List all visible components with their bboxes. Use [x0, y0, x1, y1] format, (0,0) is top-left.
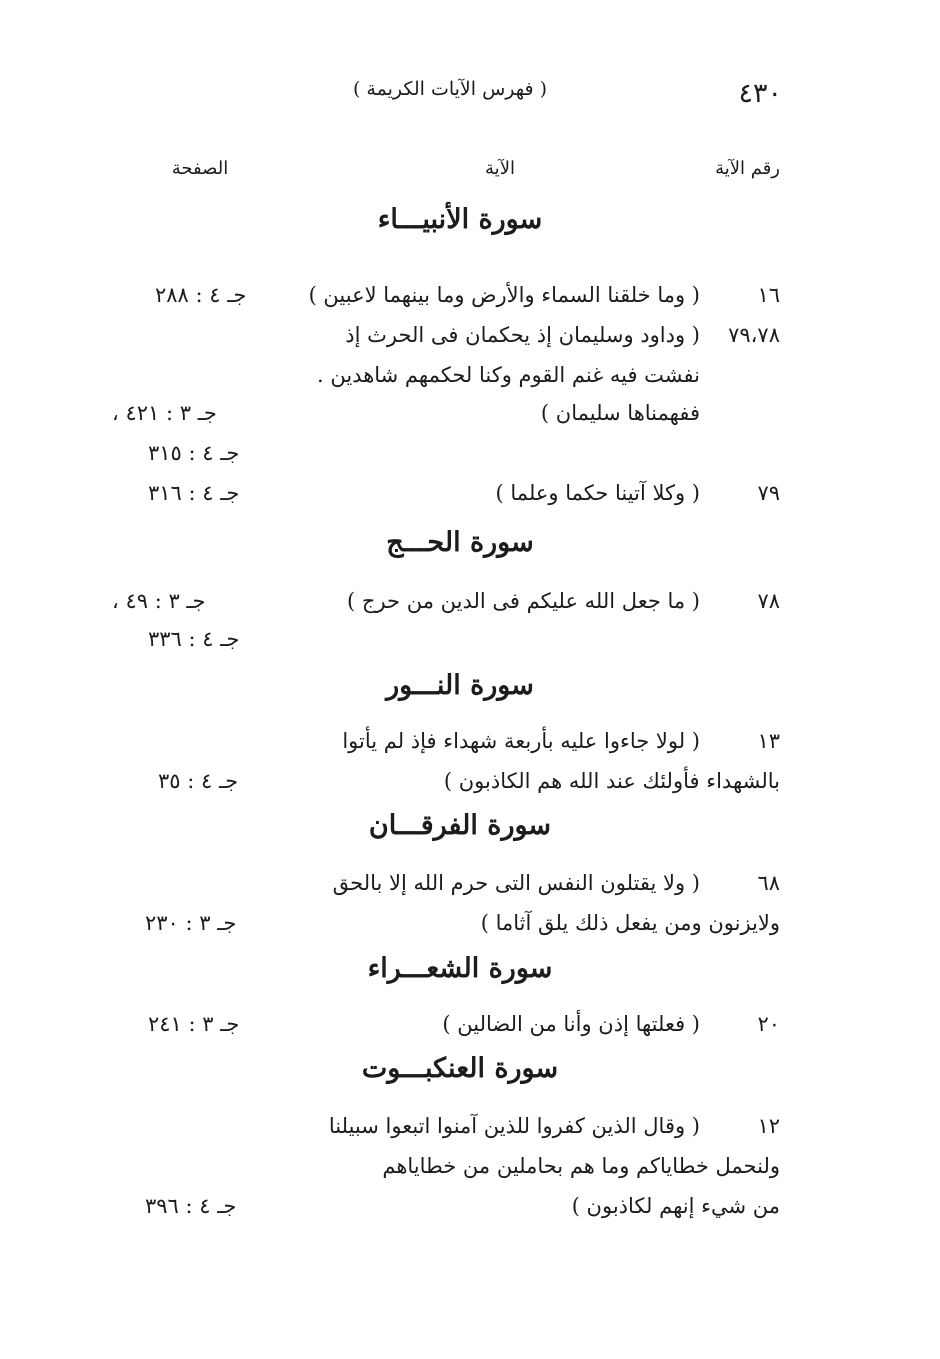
verse-number: ٢٠ [757, 1012, 780, 1036]
page-reference: جـ ٣ : ٢٣٠ [145, 911, 237, 935]
verse-text-line: ( ولا يقتلون النفس التى حرم الله إلا بالحق [332, 871, 700, 895]
verse-text-line: ( وما خلقنا السماء والأرض وما بينهما لاعبين ) [308, 283, 700, 307]
page-reference: جـ ٤ : ٣٩٦ [145, 1194, 237, 1218]
verse-text-line: ( ما جعل الله عليكم فى الدين من حرج ) [347, 589, 700, 613]
page-reference: جـ ٣ : ٤٩ ، [112, 589, 206, 613]
column-heading-verse-number: رقم الآية [715, 158, 780, 179]
verse-text-line: ففهمناها سليمان ) [540, 401, 700, 425]
verse-number: ٧٨ [757, 589, 780, 613]
verse-text-line: ( لولا جاءوا عليه بأربعة شهداء فإذ لم يأتوا [342, 729, 700, 753]
verse-number: ٦٨ [757, 871, 780, 895]
verse-text-line: ( فعلتها إذن وأنا من الضالين ) [442, 1012, 700, 1036]
surah-title: سورة النـــور [386, 670, 534, 701]
verse-number: ١٦ [757, 283, 780, 307]
column-heading-page: الصفحة [171, 158, 229, 179]
page-reference: جـ ٤ : ٣١٥ [148, 441, 240, 465]
running-head: ( فهرس الآيات الكريمة ) [352, 78, 548, 100]
verse-text-line: بالشهداء فأولئك عند الله هم الكاذبون ) [443, 769, 780, 793]
verse-text-line: نفشت فيه غنم القوم وكنا لحكمهم شاهدين . [316, 363, 700, 387]
verse-number: ٧٩،٧٨ [728, 323, 780, 347]
verse-text-line: ولايزنون ومن يفعل ذلك يلق آثاما ) [480, 911, 780, 935]
page-reference: جـ ٤ : ٣١٦ [148, 481, 240, 505]
verse-number: ١٢ [757, 1114, 780, 1138]
surah-title: سورة الأنبيـــاء [377, 204, 543, 235]
page-reference: جـ ٣ : ٤٢١ ، [112, 401, 217, 425]
surah-title: سورة الحـــج [386, 527, 534, 558]
verse-text-line: ( وقال الذين كفروا للذين آمنوا اتبعوا سبيلنا [328, 1114, 700, 1138]
surah-title: سورة الفرقـــان [368, 810, 552, 841]
column-heading-verse: الآية [485, 158, 515, 179]
verse-text-line: ولنحمل خطاياكم وما هم بحاملين من خطاياهم [382, 1154, 780, 1178]
page-reference: جـ ٣ : ٢٤١ [148, 1012, 240, 1036]
verse-text-line: من شيء إنهم لكاذبون ) [571, 1194, 780, 1218]
surah-title: سورة العنكبـــوت [361, 1053, 559, 1084]
page-reference: جـ ٤ : ٣٣٦ [148, 627, 240, 651]
surah-title: سورة الشعـــراء [367, 953, 553, 984]
page-number: ٤٣٠ [738, 78, 782, 109]
verse-number: ١٣ [757, 729, 780, 753]
page-reference: جـ ٤ : ٢٨٨ [155, 283, 247, 307]
verse-number: ٧٩ [757, 481, 780, 505]
verse-text-line: ( وداود وسليمان إذ يحكمان فى الحرث إذ [345, 323, 700, 347]
verse-text-line: ( وكلا آتينا حكما وعلما ) [495, 481, 700, 505]
page-reference: جـ ٤ : ٣٥ [158, 769, 239, 793]
